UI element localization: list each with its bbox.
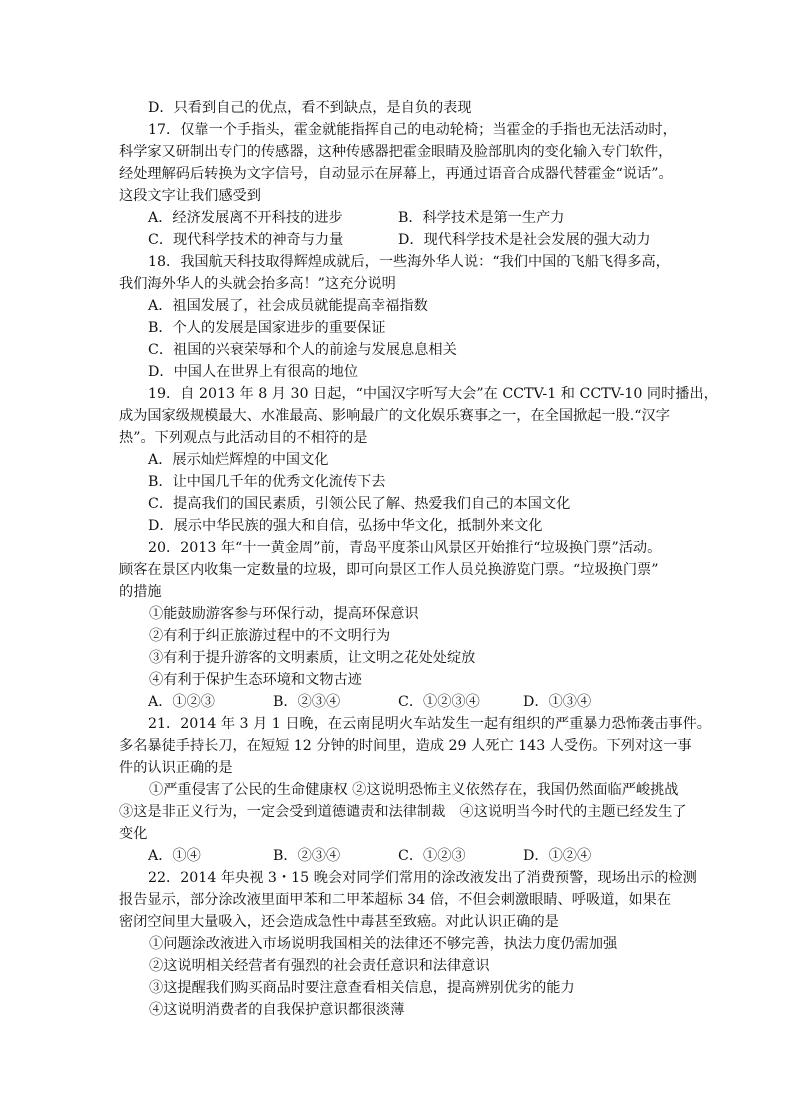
q21-option-c: C．①②③ [398,848,466,864]
q18-option-d: D．中国人在世界上有很高的地位 [148,364,359,380]
q21-option-b: B．②③④ [273,848,341,864]
q17-stem-line-4: 这段文字让我们感受到 [119,188,261,204]
q19-option-c: C．提高我们的国民素质，引领公民了解、热爱我们自己的本国文化 [148,496,571,512]
q16-option-d: D．只看到自己的优点，看不到缺点，是自负的表现 [148,100,472,116]
q21-stem-line-3: 件的认识正确的是 [119,760,233,776]
q20-option-d: D．①③④ [523,694,592,710]
q21-statements-line-1: ①严重侵害了公民的生命健康权 ②这说明恐怖主义依然存在，我国仍然面临严峻挑战 [149,782,679,798]
q17-option-b: B．科学技术是第一生产力 [398,210,565,226]
q18-stem-line-1: 18．我国航天科技取得辉煌成就后，一些海外华人说：“我们中国的飞船飞得多高， [148,254,670,270]
q19-option-d: D．展示中华民族的强大和自信，弘扬中华文化，抵制外来文化 [148,518,543,534]
q20-option-c: C．①②③④ [398,694,480,710]
q19-option-b: B．让中国几千年的优秀文化流传下去 [148,474,386,490]
q17-option-a: A．经济发展离不开科技的进步 [148,210,343,226]
q19-option-a: A．展示灿烂辉煌的中国文化 [148,452,329,468]
q20-statement-2: ②有利于纠正旅游过程中的不文明行为 [149,628,391,644]
q18-option-c: C．祖国的兴衰荣辱和个人的前途与发展息息相关 [148,342,457,358]
q17-stem-line-3: 经处理解码后转换为文字信号，自动显示在屏幕上，再通过语音合成器代替霍金“说话”。 [119,166,673,182]
q20-statement-4: ④有利于保护生态环境和文物古迹 [149,672,362,688]
q22-statement-2: ②这说明相关经营者有强烈的社会责任意识和法律意识 [149,958,490,974]
q17-option-c: C．现代科学技术的神奇与力量 [148,232,344,248]
q22-statement-1: ①问题涂改液进入市场说明我国相关的法律还不够完善，执法力度仍需加强 [149,936,618,952]
q22-stem-line-2: 报告显示，部分涂改液里面甲苯和二甲苯超标 34 倍，不但会刺激眼睛、呼吸道，如果在 [119,892,672,908]
q21-stem-line-2: 多名暴徒手持长刀，在短短 12 分钟的时间里，造成 29 人死亡 143 人受伤。下列对这一事 [119,738,692,754]
q20-stem-line-2: 顾客在景区内收集一定数量的垃圾，即可向景区工作人员兑换游览门票。“垃圾换门票” [119,562,659,578]
q18-option-b: B．个人的发展是国家进步的重要保证 [148,320,386,336]
q17-stem-line-2: 科学家又研制出专门的传感器，这种传感器把霍金眼睛及脸部肌肉的变化输入专门软件， [119,144,673,160]
q22-stem-line-3: 密闭空间里大量吸入，还会造成急性中毒甚至致癌。对此认识正确的是 [119,914,559,930]
q19-stem-line-1: 19．自 2013 年 8 月 30 日起，“中国汉字听写大会”在 CCTV-1 和 CCTV-10 同时播出， [148,386,718,402]
q21-option-a: A．①④ [148,848,201,864]
q18-option-a: A．祖国发展了，社会成员就能提高幸福指数 [148,298,428,314]
q21-statements-line-2: ③这是非正义行为，一定会受到道德谴责和法律制裁 ④这说明当今时代的主题已经发生了 [119,804,687,820]
q21-stem-line-1: 21．2014 年 3 月 1 日晚，在云南昆明火车站发生一起有组织的严重暴力恐怖袭击事件。 [148,716,711,732]
q20-statement-1: ①能鼓励游客参与环保行动，提高环保意识 [149,606,419,622]
q20-option-a: A．①②③ [148,694,215,710]
q20-option-b: B．②③④ [273,694,341,710]
q22-stem-line-1: 22．2014 年央视 3・15 晚会对同学们常用的涂改液发出了消费预警，现场出示的检测 [148,870,697,886]
q21-option-d: D．①②④ [523,848,592,864]
q20-statement-3: ③有利于提升游客的文明素质，让文明之花处处绽放 [149,650,476,666]
q22-statement-4: ④这说明消费者的自我保护意识都很淡薄 [149,1002,405,1018]
q18-stem-line-2: 我们海外华人的头就会抬多高！”这充分说明 [119,276,396,292]
q22-statement-3: ③这提醒我们购买商品时要注意查看相关信息，提高辨别优劣的能力 [149,980,575,996]
q17-option-d: D．现代科学技术是社会发展的强大动力 [398,232,651,248]
q21-statements-line-3: 变化 [119,826,148,842]
q19-stem-line-3: 热”。下列观点与此活动目的不相符的是 [119,430,368,446]
q17-stem-line-1: 17．仅靠一个手指头，霍金就能指挥自己的电动轮椅；当霍金的手指也无法活动时， [148,122,677,138]
q20-stem-line-3: 的措施 [119,584,162,600]
q19-stem-line-2: 成为国家级规模最大、水准最高、影响最广的文化娱乐赛事之一，在全国掀起一股.“汉字 [119,408,670,424]
q20-stem-line-1: 20．2013 年“十一黄金周”前，青岛平度茶山风景区开始推行“垃圾换门票”活动。 [148,540,662,556]
